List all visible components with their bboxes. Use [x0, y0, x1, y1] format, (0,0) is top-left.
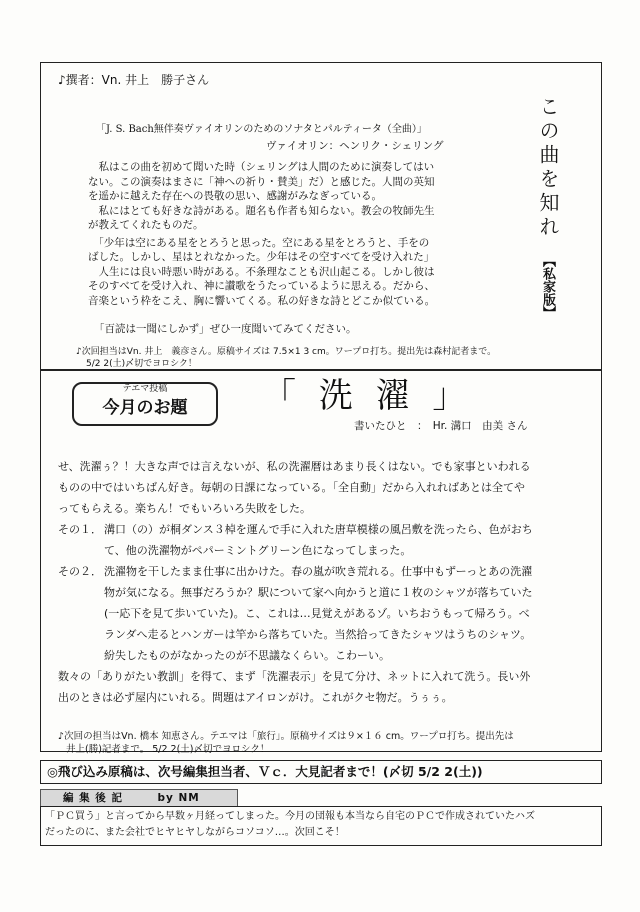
editor-notes-box: [40, 806, 602, 846]
essay-line: 私はこの曲を初めて聞いた時（シェリングは人間のために演奏してはい: [88, 161, 435, 173]
item2-line: 紛失したものがなかったのが不思議なくらい。こわーい。: [104, 649, 390, 662]
ending-line: 出のときは必ず屋内にいれる。問題はアイロンがけ。これがクセ物だ。うぅぅ。: [58, 691, 453, 704]
item2-line: ランダへ走るとハンガーは竿から落ちていた。当然拾ってきたシャツはうちのシャツ。: [104, 628, 532, 641]
performer-line: ヴァイオリン：ヘンリク・シェリング: [266, 140, 444, 152]
essay-title: 「 洗 濯 」: [262, 376, 473, 416]
notice-box: [40, 760, 602, 784]
editor-header: [40, 789, 238, 807]
ending-body: [58, 666, 598, 708]
item2-line: 洗濯物を干したまま仕事に出かけた。春の嵐が吹き荒れる。仕事中もずーっとあの洗濯: [104, 565, 533, 578]
essay-closing: 「百読は一聞にしかず」ぜひ一度聞いてみてください。: [94, 323, 357, 335]
deadline-note-2: 井上(勝)記者まで。 5/2 2(土)〆切でヨロシク！: [66, 744, 270, 755]
body-line: ものの中ではいちばん好き。毎朝の日課になっている。「全自動」だから入れればあとは全てや: [58, 481, 526, 494]
sentaku-body: [58, 456, 598, 519]
item1-label: その１．: [58, 523, 102, 536]
author-line: ♪撰者：Vn. 井上 勝子さん: [58, 73, 210, 87]
essay-line: ばした。しかし、星はとれなかった。少年はその空すべてを受け入れた」: [88, 251, 435, 263]
essay-line: 「少年は空にある星をとろうと思った。空にある星をとろうと、手をの: [88, 236, 430, 249]
essay-line: そのすべてを受け入れ、神に讃歌をうたっているように思える。だから、: [88, 280, 435, 292]
item1-line: 溝口（の）が桐ダンス３棹を運んで手に入れた唐草模様の風呂敷を洗ったら、色がおち: [104, 523, 533, 536]
editor-header-label: 編 集 後 記 by NM: [63, 792, 200, 804]
piece-title: 「J. S. Bach無伴奏ヴァイオリンのためのソナタとパルティータ（全曲）」: [96, 124, 427, 135]
essay-line: 音楽という枠をこえ、胸に響いてくる。私の好きな詩とどこか似ている。: [88, 294, 436, 307]
ending-line: 数々の「ありがたい教訓」を得て、まず「洗濯表示」を見て分け、ネットに入れて洗う。長い外: [58, 670, 531, 683]
next-writer-note: ♪次回担当はVn. 井上 義彦さん。原稿サイズは 7.5×1 3 cm。ワープロ打ち。提出先は森村記者まで。: [76, 347, 497, 357]
item2-label: その２．: [58, 565, 102, 578]
item2-body: [104, 561, 598, 666]
item1-line: て、他の洗濯物がペパーミントグリーン色になってしまった。: [104, 544, 412, 557]
side-title: この曲を知れ: [536, 96, 560, 240]
notice-text: ◎飛び込み原稿は、次号編集担当者、Ｖｃ．大見記者まで！(〆切 5/2 2(土)): [47, 764, 483, 779]
badge-main-label: 今月のお題: [102, 398, 188, 418]
badge-small-label: テエマ投稿: [122, 384, 168, 394]
body-line: せ、洗濯ぅ？！大きな声では言えないが、私の洗濯暦はあまり長くはない。でも家事といわれる: [58, 460, 531, 473]
essay-line: を遥かに越えた存在への畏敬の思い、感謝がみなぎっている。: [88, 190, 382, 202]
essay-line: 私にはとても好きな詩がある。題名も作者も知らない。教会の牧師先生: [88, 204, 435, 217]
item1-body: [104, 519, 598, 561]
next-writer-note-2: ♪次回の担当はVn. 橋本 知恵さん。テエマは「旅行」。原稿サイズは９×１６ cm。ワープロ打ち。提出先は: [58, 731, 514, 742]
deadline-note: 5/2 2(土)〆切でヨロシク！: [86, 359, 197, 369]
editor-line: だったのに、また会社でヒヤヒヤしながらコソコソ…。次回こそ！: [45, 827, 345, 838]
essay-line: ない。この演奏はまさに「神への祈り・賛美」だ）と感じた。人間の英知: [88, 175, 435, 188]
editor-line: 「ＰＣ買う」と言ってから早数ヶ月経ってしまった。今月の団報も本当なら自宅のＰＣで作成されていたハズ: [45, 811, 535, 822]
essay-line: 人生には良い時悪い時がある。不条理なことも沢山起こる。しかし彼は: [88, 265, 435, 278]
side-title-column: [528, 96, 568, 326]
theme-badge: [72, 382, 218, 426]
item2-line: (一応下を見て歩いていた)。こ、これは…見覚えがあるゾ。いちおうもって帰ろう。べ: [104, 607, 530, 620]
side-tag: 【私家版】: [540, 254, 555, 319]
body-line: ってもらえる。楽ちん！でもいろいろ失敗をした。: [58, 502, 311, 515]
byline: 書いたひと ： Hr. 溝口 由美 さん: [354, 420, 528, 432]
essay-line: が教えてくれたものだ。: [88, 219, 204, 231]
item2-line: 物が気になる。無事だろうか？駅について家へ向かうと道に１枚のシャツが落ちていた: [104, 586, 533, 599]
essay-body: [88, 160, 508, 337]
